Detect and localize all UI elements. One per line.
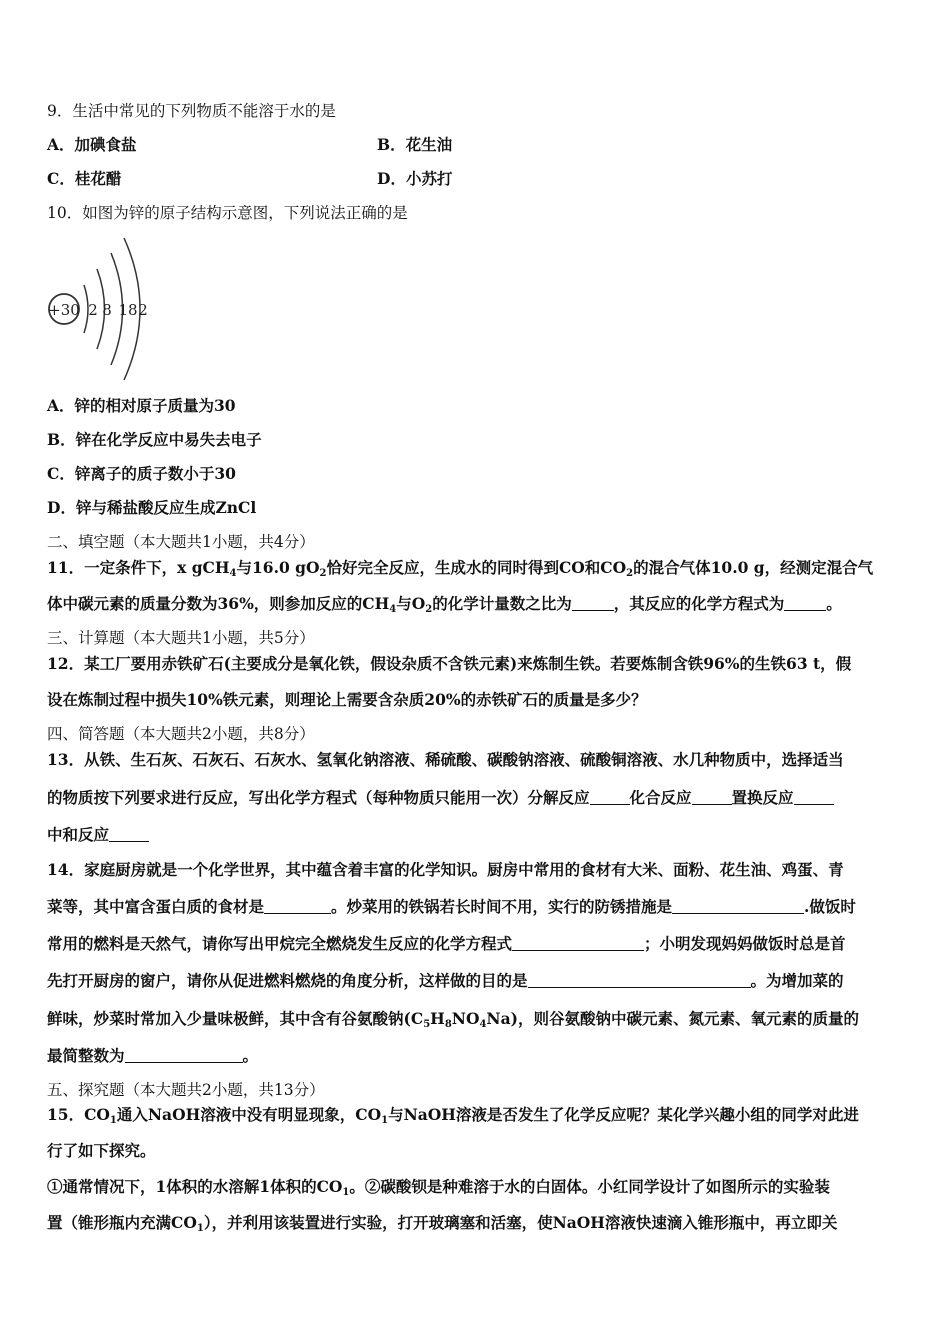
- answer-blank: [512, 936, 644, 951]
- q13-line-2: 的物质按下列要求进行反应，写出化学方程式（每种物质只能用一次）分解反应 化合反应 置换反应: [47, 788, 834, 808]
- q14-line-2: 菜等，其中富含蛋白质的食材是 。炒菜用的铁锅若长时间不用，实行的防锈措施是 .做饭时: [47, 897, 856, 916]
- answer-blank: [794, 790, 834, 805]
- nucleus-charge: +30: [48, 301, 80, 319]
- shell-count-2: 8: [102, 301, 112, 319]
- q13-line-1: 13．从铁、生石灰、石灰石、石灰水、氢氧化钠溶液、稀硫酸、碳酸钠溶液、硫酸铜溶液、水几种物质中，选择适当: [47, 750, 844, 769]
- q14-line-5: 鲜味，炒菜时常加入少量味极鲜，其中含有谷氨酸钠$(C_5H_8NO_4Na)$，则谷氨酸钠中碳元素、氮元素、氧元素的质量的: [47, 1009, 859, 1030]
- q10-option-b: B．锌在化学反应中易失去电子: [47, 430, 262, 449]
- q12-line-1: 12．某工厂要用赤铁矿石(主要成分是氧化铁，假设杂质不含铁元素)来炼制生铁。若要炼制含铁96%的生铁63 t，假: [47, 654, 852, 673]
- q10-option-a: A．锌的相对原子质量为30: [47, 396, 236, 415]
- q9-stem: 9．生活中常见的下列物质不能溶于水的是: [47, 102, 336, 120]
- answer-blank: [109, 827, 149, 842]
- answer-blank: [784, 596, 826, 611]
- shell-count-4: 2: [138, 301, 148, 319]
- q9-option-c: C．桂花醋: [47, 169, 122, 188]
- q15-line-2: 行了如下探究。: [47, 1141, 156, 1160]
- q15-line-1: 15．$CO_1$通入NaOH溶液中没有明显现象，$CO_1$与NaOH溶液是否发生了化学反应呢？某化学兴趣小组的同学对此进: [47, 1105, 859, 1126]
- q9-option-a: A．加碘食盐: [47, 135, 137, 154]
- answer-blank: [692, 790, 732, 805]
- q10-option-c: C．锌离子的质子数小于30: [47, 464, 236, 483]
- q9-option-b: B．花生油: [377, 135, 453, 154]
- answer-blank: [572, 596, 614, 611]
- q12-line-2: 设在炼制过程中损失10%铁元素，则理论上需要含杂质20%的赤铁矿石的质量是多少？: [47, 690, 647, 709]
- section-5-heading: 五、探究题（本大题共2小题，共13分）: [47, 1081, 325, 1099]
- section-2-heading: 二、填空题（本大题共1小题，共4分）: [47, 533, 315, 551]
- q14-line-3: 常用的燃料是天然气，请你写出甲烷完全燃烧发生反应的化学方程式 ；小明发现妈妈做饭时总是首: [47, 934, 846, 953]
- q15-line-4: 置（锥形瓶内充满$CO_1$），并利用该装置进行实验，打开玻璃塞和活塞，使NaOH溶液快速滴入锥形瓶中，再立即关: [47, 1213, 838, 1234]
- q10-stem: 10．如图为锌的原子结构示意图，下列说法正确的是: [47, 204, 408, 222]
- section-3-heading: 三、计算题（本大题共1小题，共5分）: [47, 629, 315, 647]
- answer-blank: [672, 899, 804, 914]
- q14-line-1: 14．家庭厨房就是一个化学世界，其中蕴含着丰富的化学知识。厨房中常用的食材有大米、面粉、花生油、鸡蛋、青: [47, 860, 844, 879]
- q11-line-1: 11．一定条件下，x gCH$_4$与16.0 $gO_2$恰好完全反应，生成水的同时得到CO和$CO_2$的混合气体10.0 g，经测定混合气: [47, 558, 874, 579]
- q14-line-6: 最简整数为 。: [47, 1046, 259, 1065]
- zinc-atom-diagram: [44, 232, 164, 382]
- answer-blank: [590, 790, 630, 805]
- answer-blank: [528, 973, 751, 988]
- shell-count-3: 18: [118, 301, 138, 319]
- shell-count-1: 2: [88, 301, 98, 319]
- q10-option-d: D．锌与稀盐酸反应生成ZnCl: [47, 498, 257, 517]
- section-4-heading: 四、简答题（本大题共2小题，共8分）: [47, 725, 315, 743]
- q14-line-4: 先打开厨房的窗户，请你从促进燃料燃烧的角度分析，这样做的目的是 。为增加菜的: [47, 971, 844, 990]
- q13-line-3: 中和反应: [47, 825, 149, 845]
- q11-line-2: 体中碳元素的质量分数为36%，则参加反应的$CH_4$与$O_2$的化学计量数之比为 ，其反应的化学方程式为 。: [47, 594, 842, 615]
- answer-blank: [264, 899, 331, 914]
- answer-blank: [125, 1048, 243, 1063]
- q15-line-3: ①通常情况下，1体积的水溶解1体积的$CO_1$。②碳酸钡是种难溶于水的白固体。小红同学设计了如图所示的实验装: [47, 1177, 830, 1198]
- q9-option-d: D．小苏打: [377, 169, 453, 188]
